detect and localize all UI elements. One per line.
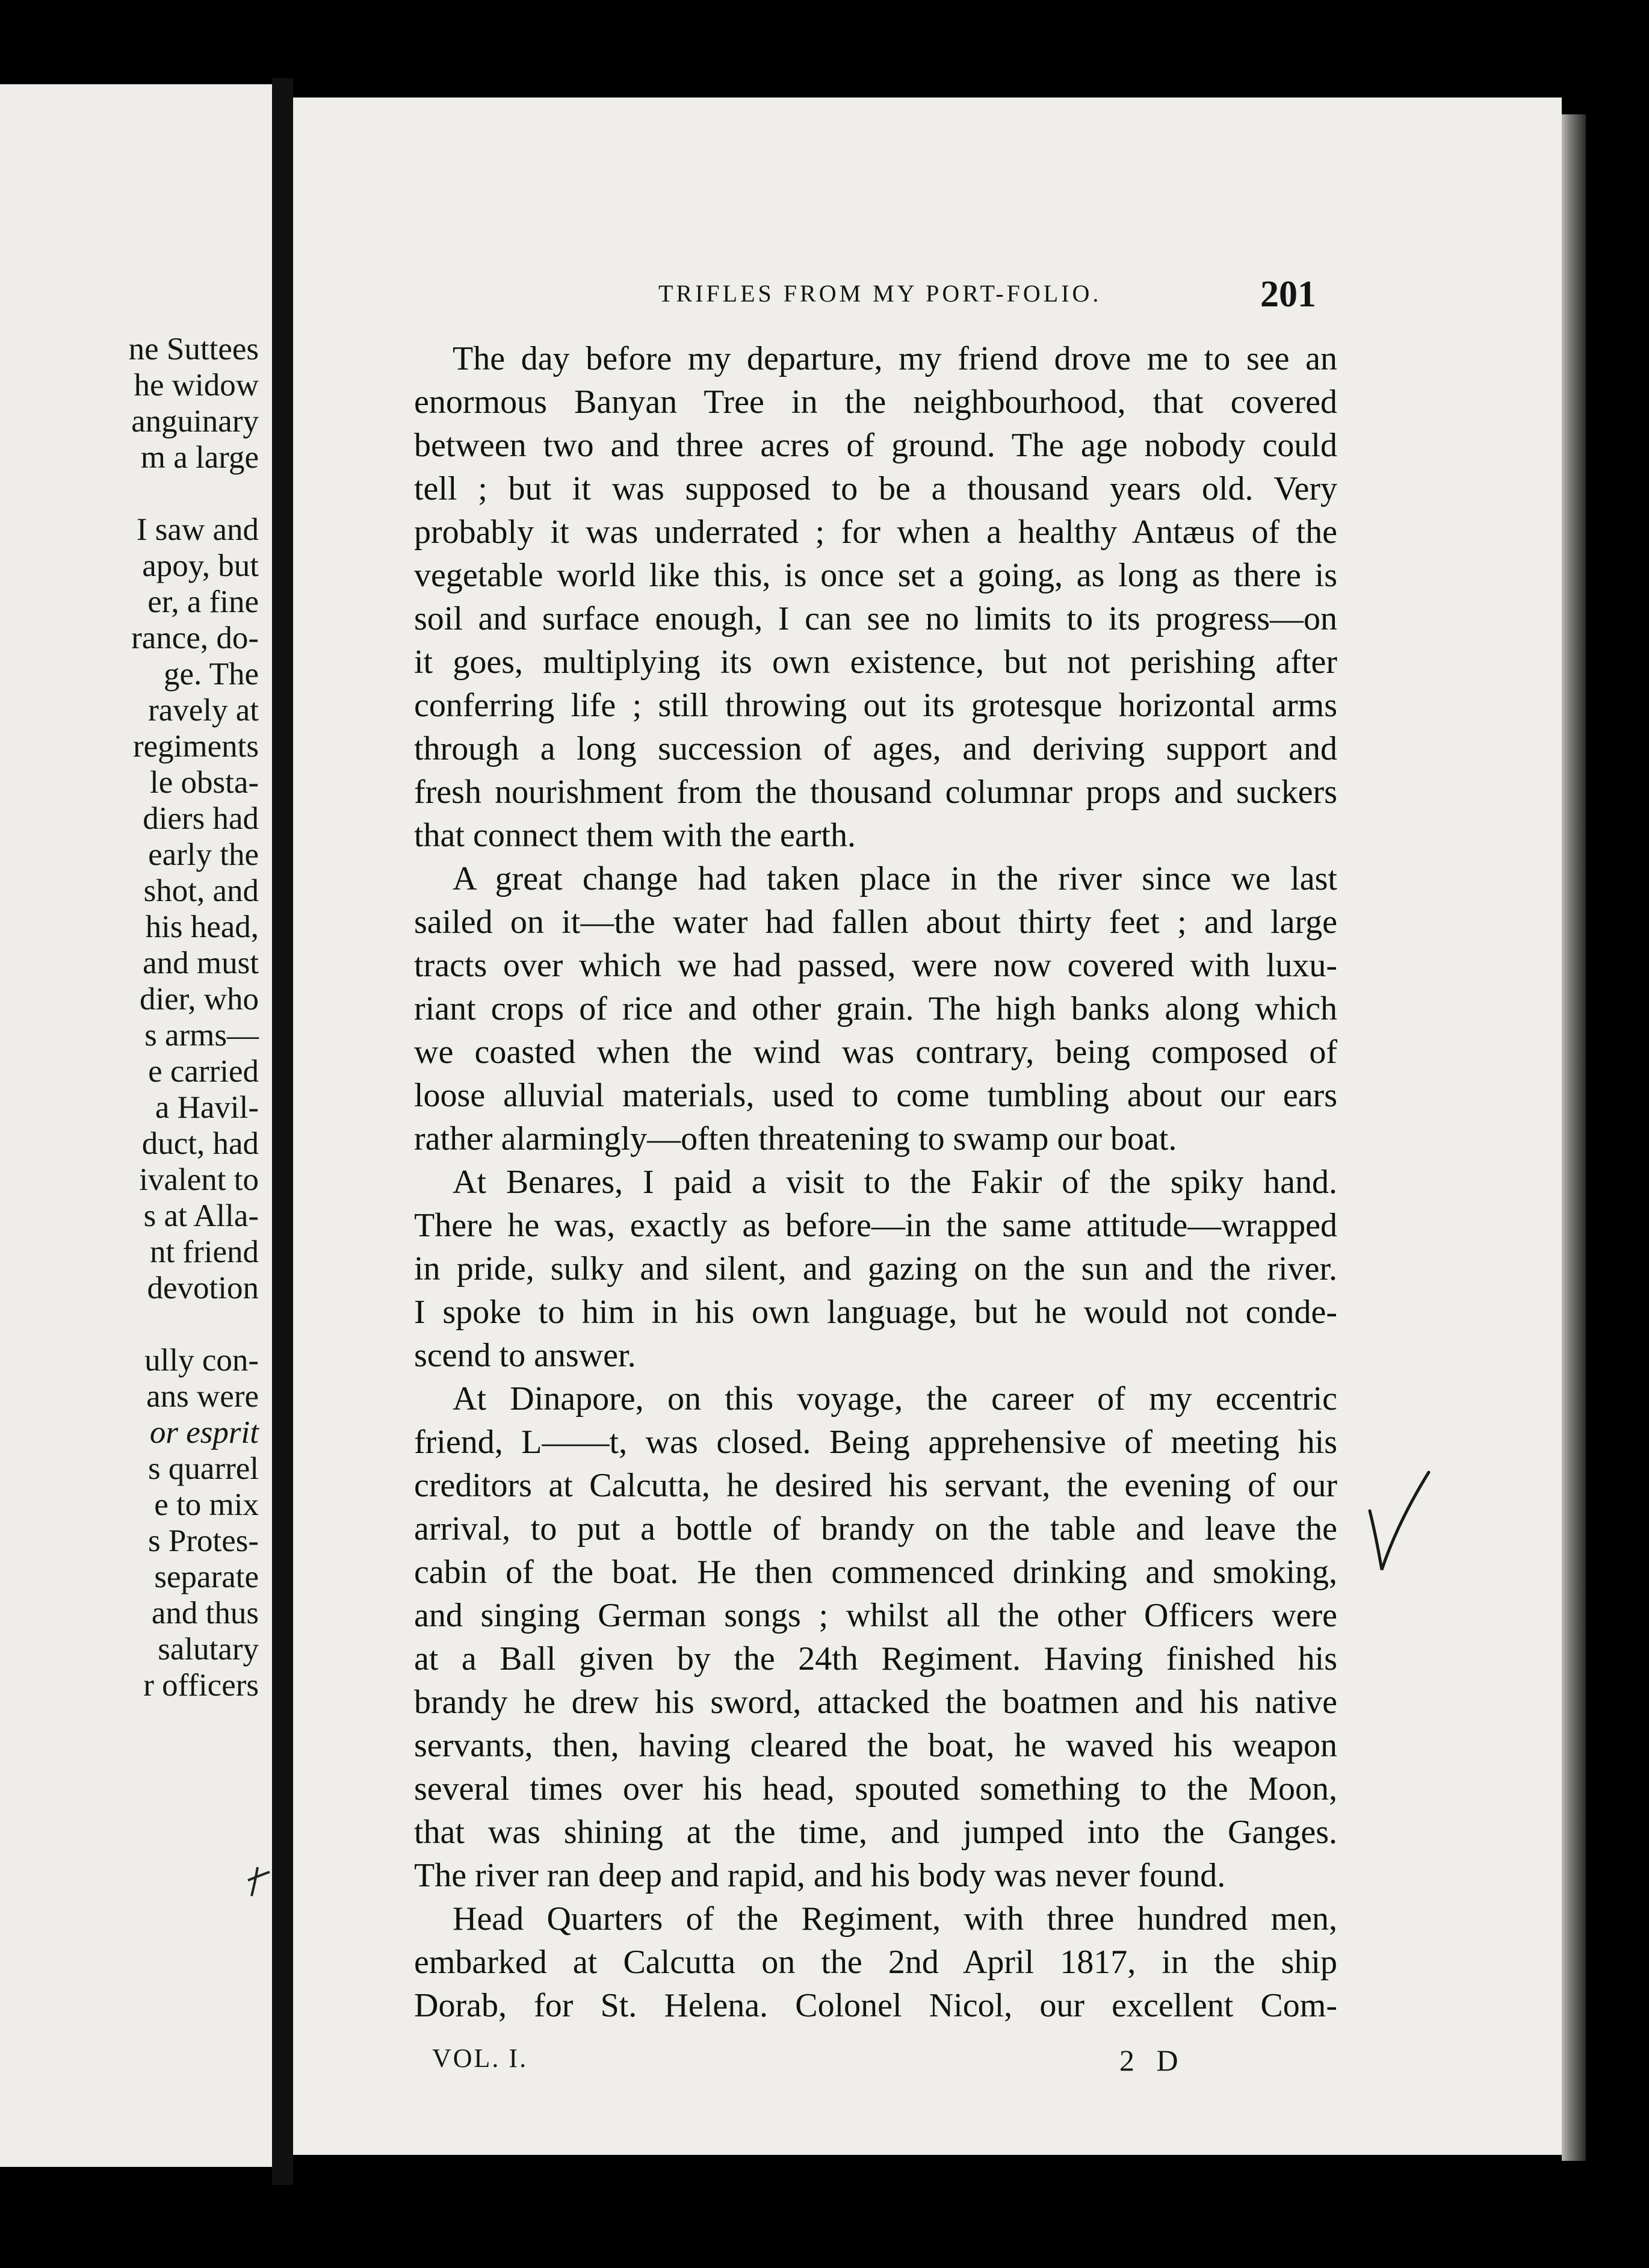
text-line: sailed on it—the water had fallen about thirty feet ; and large <box>414 903 1337 941</box>
text-line: rather alarmingly—often threatening to swamp our boat. <box>414 1120 1177 1157</box>
text-line: probably it was underrated ; for when a healthy Antæus of the <box>414 513 1337 551</box>
text-line: through a long succession of ages, and deriving support and <box>414 730 1337 767</box>
text-line: arrival, to put a bottle of brandy on the table and leave the <box>414 1510 1337 1548</box>
left-page-line: le obsta- <box>149 765 259 800</box>
left-page-line: dier, who <box>139 982 259 1017</box>
left-page-line: salutary <box>158 1632 259 1667</box>
left-page-line: regiments <box>133 729 259 764</box>
left-page-line: anguinary <box>131 404 259 439</box>
footer-signature-line <box>421 2043 1204 2079</box>
left-page-line: apoy, but <box>142 548 259 583</box>
text-line: creditors at Calcutta, he desired his servant, the evening of our <box>414 1467 1337 1504</box>
text-line: that was shining at the time, and jumped into the Ganges. <box>414 1814 1337 1851</box>
paragraph <box>414 1160 1337 1377</box>
handwritten-check-mark <box>1366 1469 1432 1577</box>
left-page-line: his head, <box>145 909 259 944</box>
text-line: between two and three acres of ground. The age nobody could <box>414 427 1337 464</box>
left-page-line: ans were <box>146 1379 259 1414</box>
text-line: it goes, multiplying its own existence, but not perishing after <box>414 643 1337 681</box>
text-line: There he was, exactly as before—in the same attitude—wrapped <box>414 1207 1337 1244</box>
left-page-line: a Havil- <box>155 1090 259 1125</box>
text-line: servants, then, having cleared the boat, he waved his weapon <box>414 1727 1337 1764</box>
text-line: cabin of the boat. He then commenced drinking and smoking, <box>414 1554 1337 1591</box>
text-line: friend, L——t, was closed. Being apprehensive of meeting his <box>414 1424 1337 1461</box>
left-page-line: and thus <box>151 1596 259 1631</box>
left-page-line: separate <box>154 1560 259 1594</box>
text-line: loose alluvial materials, used to come tumbling about our ears <box>414 1077 1337 1114</box>
text-line: The day before my departure, my friend drove me to see an <box>453 340 1337 377</box>
text-line: scend to answer. <box>414 1337 636 1374</box>
left-page-line: er, a fine <box>147 584 259 619</box>
text-line: brandy he drew his sword, attacked the boatmen and his native <box>414 1684 1337 1721</box>
left-page-line: ravely at <box>148 693 259 728</box>
book-gutter <box>272 78 293 2185</box>
text-line: Dorab, for St. Helena. Colonel Nicol, our excellent Com- <box>414 1987 1337 2024</box>
text-line: vegetable world like this, is once set a going, as long as there is <box>414 557 1337 594</box>
left-page-line: rance, do- <box>131 621 259 655</box>
text-line: soil and surface enough, I can see no limits to its progress—on <box>414 600 1337 637</box>
left-page-line: early the <box>148 837 259 872</box>
text-line: conferring life ; still throwing out its grotesque horizontal arms <box>414 687 1337 724</box>
left-page-line: he widow <box>134 368 259 403</box>
left-page-line: ne Suttees <box>128 332 259 367</box>
left-page-line: nt friend <box>149 1235 259 1269</box>
running-head-title: TRIFLES FROM MY PORT-FOLIO. <box>658 280 1102 307</box>
left-page-line: r officers <box>143 1668 259 1703</box>
body-text <box>414 337 1337 2027</box>
text-line: tell ; but it was supposed to be a thousand years old. Very <box>414 470 1337 507</box>
text-line: The river ran deep and rapid, and his body was never found. <box>414 1857 1226 1894</box>
running-head <box>0 190 1649 315</box>
text-line: and singing German songs ; whilst all the other Officers were <box>414 1597 1337 1634</box>
left-facing-page <box>0 84 274 2167</box>
text-line: At Benares, I paid a visit to the Fakir of the spiky hand. <box>453 1163 1337 1201</box>
left-page-line: ge. The <box>164 657 259 692</box>
page-edge-shadow <box>1562 114 1586 2161</box>
left-page-line: and must <box>143 946 259 981</box>
left-page-line: shot, and <box>143 873 259 908</box>
left-page-line: m a large <box>140 440 259 475</box>
left-page-line: e carried <box>148 1054 259 1089</box>
text-line: Head Quarters of the Regiment, with three hundred men, <box>453 1900 1337 1938</box>
left-page-line: s quarrel <box>148 1451 259 1486</box>
paragraph <box>414 1897 1337 2027</box>
paragraph <box>414 857 1337 1160</box>
left-page-line: ully con- <box>144 1343 259 1378</box>
left-page-line: e to mix <box>154 1487 259 1522</box>
paragraph <box>414 1377 1337 1897</box>
text-line: several times over his head, spouted something to the Moon, <box>414 1770 1337 1808</box>
text-line: in pride, sulky and silent, and gazing on the sun and the river. <box>414 1250 1337 1287</box>
handwritten-cross-mark <box>243 1864 273 1900</box>
signature-mark: 2 D <box>1119 2043 1186 2077</box>
left-page-line: devotion <box>147 1271 259 1306</box>
left-page-line: ivalent to <box>139 1162 259 1197</box>
text-line: that connect them with the earth. <box>414 817 856 854</box>
text-line: riant crops of rice and other grain. The high banks along which <box>414 990 1337 1027</box>
text-line: At Dinapore, on this voyage, the career of my eccentric <box>453 1380 1337 1418</box>
left-page-line: s arms— <box>144 1018 259 1053</box>
text-line: I spoke to him in his own language, but he would not conde- <box>414 1294 1337 1331</box>
paragraph <box>414 337 1337 857</box>
left-page-line: diers had <box>143 801 259 836</box>
left-page-line: s at Alla- <box>143 1198 259 1233</box>
left-page-line: duct, had <box>141 1126 259 1161</box>
text-line: at a Ball given by the 24th Regiment. Having finished his <box>414 1640 1337 1678</box>
text-line: embarked at Calcutta on the 2nd April 1817, in the ship <box>414 1944 1337 1981</box>
text-line: we coasted when the wind was contrary, being composed of <box>414 1033 1337 1071</box>
volume-label: VOL. I. <box>432 2043 528 2073</box>
page-number: 201 <box>1260 274 1316 315</box>
left-page-line: s Protes- <box>147 1523 259 1558</box>
text-line: A great change had taken place in the river since we last <box>453 860 1337 897</box>
left-page-line: I saw and <box>136 512 259 547</box>
text-line: tracts over which we had passed, were now covered with luxu- <box>414 947 1337 984</box>
text-line: fresh nourishment from the thousand columnar props and suckers <box>414 773 1337 811</box>
left-page-line: or esprit <box>149 1415 259 1450</box>
text-line: enormous Banyan Tree in the neighbourhood, that covered <box>414 383 1337 421</box>
